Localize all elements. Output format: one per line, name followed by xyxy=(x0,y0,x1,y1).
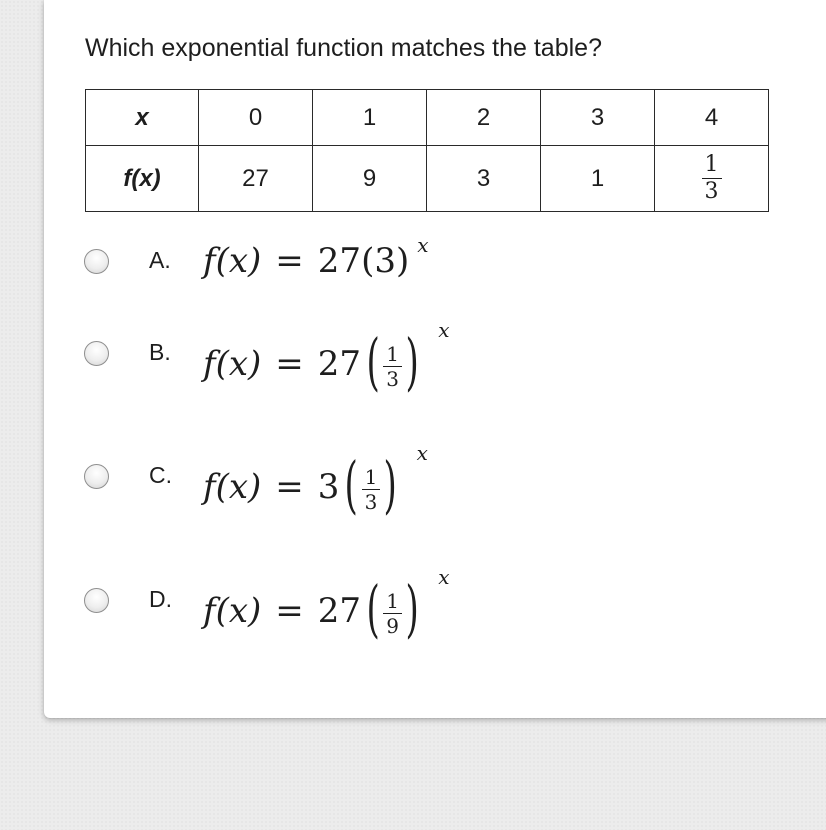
formula-lhs: f(x) xyxy=(203,344,262,384)
formula-exponent: x xyxy=(438,565,450,589)
fraction-denominator: 3 xyxy=(364,489,378,514)
table-cell-x-4: 4 xyxy=(655,90,769,146)
fraction-numerator: 1 xyxy=(362,467,381,490)
answer-option-c[interactable] xyxy=(84,441,784,554)
formula-base: (3) xyxy=(361,241,410,281)
option-formula xyxy=(203,565,450,645)
fraction xyxy=(383,341,402,391)
formula-equals: = xyxy=(275,591,304,631)
left-paren: ( xyxy=(366,325,380,398)
right-paren: ) xyxy=(405,325,419,398)
option-letter: A. xyxy=(149,247,171,273)
formula-coefficient: 3 xyxy=(317,467,340,507)
table-cell-fx-0: 27 xyxy=(199,146,313,212)
function-table xyxy=(85,89,769,212)
radio-button-b[interactable] xyxy=(84,341,109,366)
option-letter: B. xyxy=(149,339,171,365)
right-paren: ) xyxy=(383,448,398,521)
table-cell-fx-3: 1 xyxy=(541,146,655,212)
formula-equals: = xyxy=(275,344,304,384)
answer-option-a[interactable] xyxy=(84,233,784,339)
option-formula xyxy=(203,318,450,398)
fraction-numerator: 1 xyxy=(702,154,722,179)
left-paren: ( xyxy=(366,572,380,645)
fraction-denominator: 3 xyxy=(704,179,719,204)
formula-lhs: f(x) xyxy=(203,241,262,281)
fraction-numerator: 1 xyxy=(383,591,402,614)
table-cell-x-1: 1 xyxy=(313,90,427,146)
radio-button-c[interactable] xyxy=(84,464,109,489)
fraction xyxy=(362,464,381,514)
formula-exponent: x xyxy=(416,441,428,465)
table-row-fx xyxy=(86,146,769,212)
fraction xyxy=(383,588,402,638)
radio-button-a[interactable] xyxy=(84,249,109,274)
answer-option-b[interactable] xyxy=(84,318,784,431)
formula-lhs: f(x) xyxy=(203,467,262,507)
table-header-x: x xyxy=(86,90,199,146)
formula-lhs: f(x) xyxy=(203,591,262,631)
formula-coefficient: 27 xyxy=(317,591,362,631)
fraction xyxy=(702,154,722,203)
table-cell-fx-1: 9 xyxy=(313,146,427,212)
table-cell-x-0: 0 xyxy=(199,90,313,146)
left-paren: ( xyxy=(344,448,359,521)
table-cell-x-3: 3 xyxy=(541,90,655,146)
table-cell-fx-2: 3 xyxy=(427,146,541,212)
question-card xyxy=(44,0,826,718)
table-cell-fx-4 xyxy=(655,146,769,212)
table-row-x xyxy=(86,90,769,146)
option-letter: C. xyxy=(149,462,172,488)
option-letter: D. xyxy=(149,586,172,612)
radio-button-d[interactable] xyxy=(84,588,109,613)
formula-coefficient: 27 xyxy=(317,344,362,384)
fraction-denominator: 9 xyxy=(386,613,399,638)
formula-equals: = xyxy=(275,467,304,507)
formula-exponent: x xyxy=(438,318,450,342)
question-text: Which exponential function matches the table? xyxy=(85,34,602,62)
formula-coefficient: 27 xyxy=(317,241,362,281)
option-formula xyxy=(203,233,429,281)
table-cell-x-2: 2 xyxy=(427,90,541,146)
table-header-fx: f(x) xyxy=(86,146,199,212)
answer-option-d[interactable] xyxy=(84,565,784,678)
fraction-denominator: 3 xyxy=(386,366,399,391)
formula-exponent: x xyxy=(417,233,429,257)
right-paren: ) xyxy=(405,572,419,645)
fraction-numerator: 1 xyxy=(383,344,402,367)
formula-equals: = xyxy=(275,241,304,281)
option-formula xyxy=(203,441,428,521)
